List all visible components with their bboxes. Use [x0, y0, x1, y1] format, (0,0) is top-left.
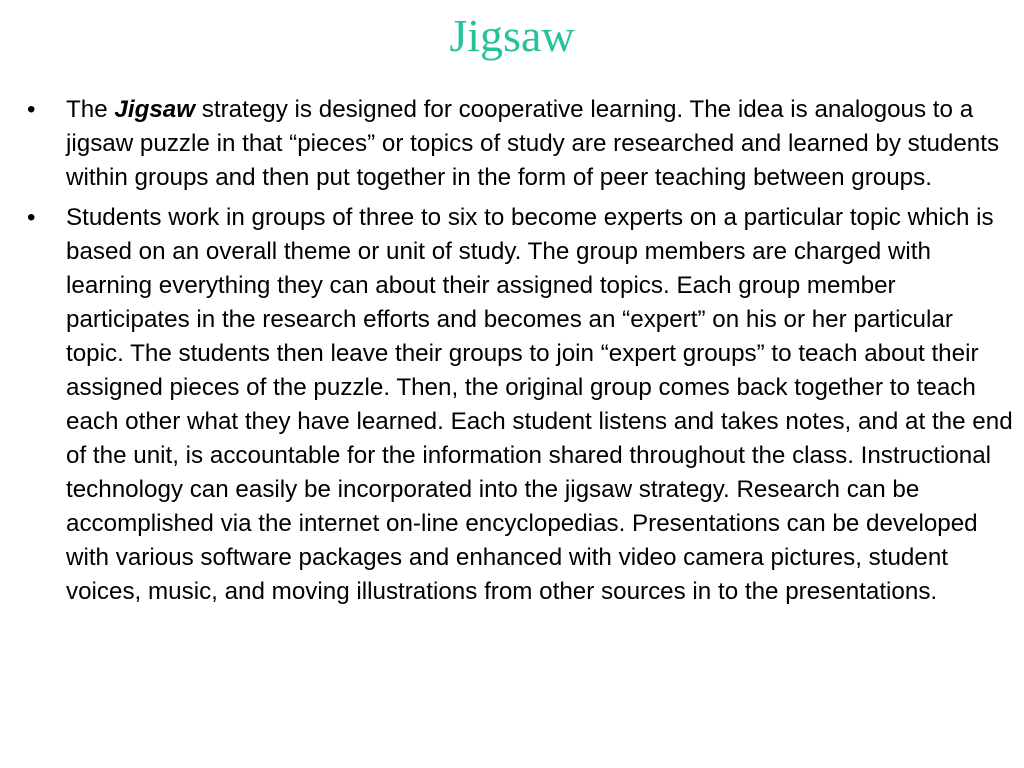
bullet-1-prefix: The — [66, 96, 115, 123]
bullet-item-2 — [27, 201, 1017, 609]
bullet-item-1 — [27, 93, 1017, 195]
bullet-dot-icon: • — [27, 96, 36, 123]
bullet-list — [27, 93, 1017, 615]
bullet-1-emphasis: Jigsaw — [114, 96, 196, 123]
bullet-1-text: strategy is designed for cooperative learning. The idea is analogous to a jigsaw puzzle in that “pieces” or topics of study are researched and learned by students within groups and then put together in the form of peer teaching between groups. — [66, 96, 1000, 191]
slide-title: Jigsaw — [449, 10, 575, 61]
bullet-2-text: Students work in groups of three to six to become experts on a particular topic which is based on an overall theme or unit of study. The group members are charged with learning everything they can about their assigned topics. Each group member participates in the research efforts and becomes an “expert” on his or her particular topic. The students then leave their groups to join “expert groups” to teach about their assigned pieces of the puzzle. Then, the original group comes back together to teach each other what they have learned. Each student listens and takes notes, and at the end of the unit, is accountable for the information shared throughout the class. Instructional technology can easily be incorporated into the jigsaw strategy. Research can be accomplished via the internet on-line encyclopedias. Presentations can be developed with various software packages and enhanced with video camera pictures, student voices, music, and moving illustrations from other sources in to the presentations. — [66, 204, 1013, 605]
bullet-dot-icon: • — [27, 204, 36, 231]
